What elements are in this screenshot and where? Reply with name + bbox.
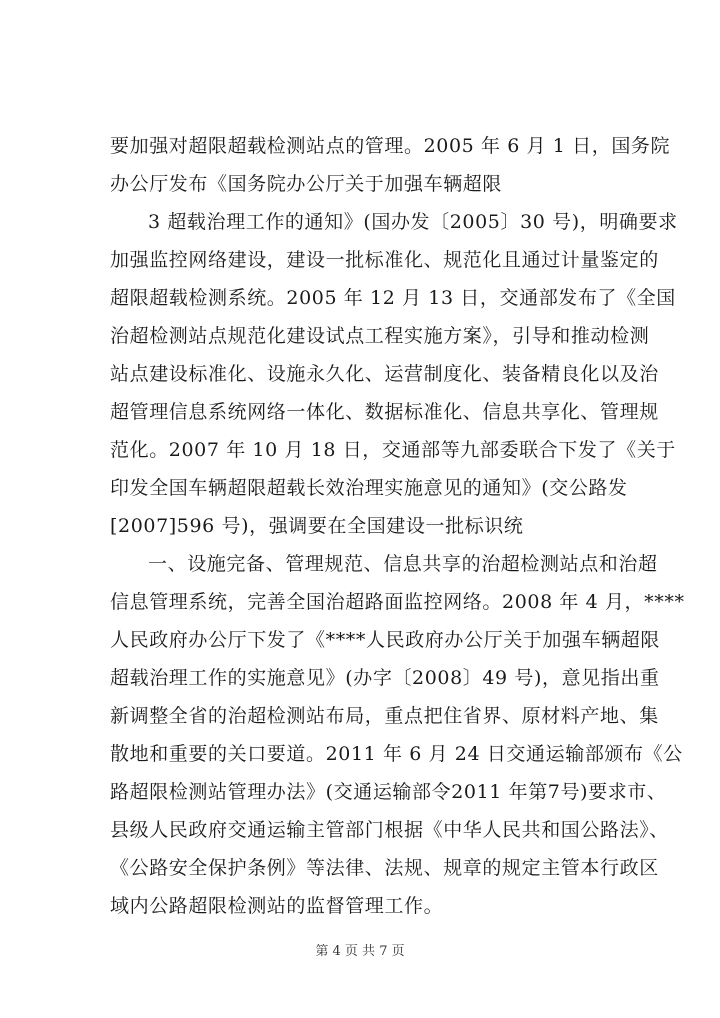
page-number-footer: 第 4 页 共 7 页: [315, 944, 405, 959]
text-line: 范化。2007 年 10 月 18 日，交通部等九部委联合下发了《关于: [110, 439, 676, 461]
text-line: 域内公路超限检测站的监督管理工作。: [110, 895, 444, 917]
text-line: 人民政府办公厅下发了《****人民政府办公厅关于加强车辆超限: [110, 629, 661, 651]
text-line: 治超检测站点规范化建设试点工程实施方案》，引导和推动检测: [110, 325, 650, 347]
text-line: 路超限检测站管理办法》(交通运输部令2011 年第7号)要求市、: [110, 781, 667, 803]
text-line: 超载治理工作的实施意见》(办字〔2008〕49 号)，意见指出重: [110, 667, 660, 689]
text-line: 3 超载治理工作的通知》(国办发〔2005〕30 号)，明确要求: [148, 211, 678, 233]
text-line: 超限超载检测系统。2005 年 12 月 13 日，交通部发布了《全国: [110, 287, 676, 309]
text-line: 超管理信息系统网络一体化、数据标准化、信息共享化、管理规: [110, 401, 659, 423]
text-line: 一、设施完备、管理规范、信息共享的治超检测站点和治超: [148, 553, 658, 575]
text-line: 要加强对超限超载检测站点的管理。2005 年 6 月 1 日，国务院: [110, 135, 671, 157]
text-line: 站点建设标准化、设施永久化、运营制度化、装备精良化以及治: [110, 363, 659, 385]
text-line: 县级人民政府交通运输主管部门根据《中华人民共和国公路法》、: [110, 819, 669, 841]
text-line: 信息管理系统，完善全国治超路面监控网络。2008 年 4 月，****: [110, 591, 685, 613]
text-line: 办公厅发布《国务院办公厅关于加强车辆超限: [110, 173, 503, 195]
text-line: 新调整全省的治超检测站布局，重点把住省界、原材料产地、集: [110, 705, 659, 727]
text-line: 《公路安全保护条例》等法律、法规、规章的规定主管本行政区: [110, 857, 659, 879]
text-line: 散地和重要的关口要道。2011 年 6 月 24 日交通运输部颁布《公: [110, 743, 683, 765]
text-line: [2007]596 号)，强调要在全国建设一批标识统: [110, 515, 524, 537]
text-line: 印发全国车辆超限超载长效治理实施意见的通知》(交公路发: [110, 477, 628, 499]
text-line: 加强监控网络建设，建设一批标准化、规范化且通过计量鉴定的: [110, 249, 659, 271]
